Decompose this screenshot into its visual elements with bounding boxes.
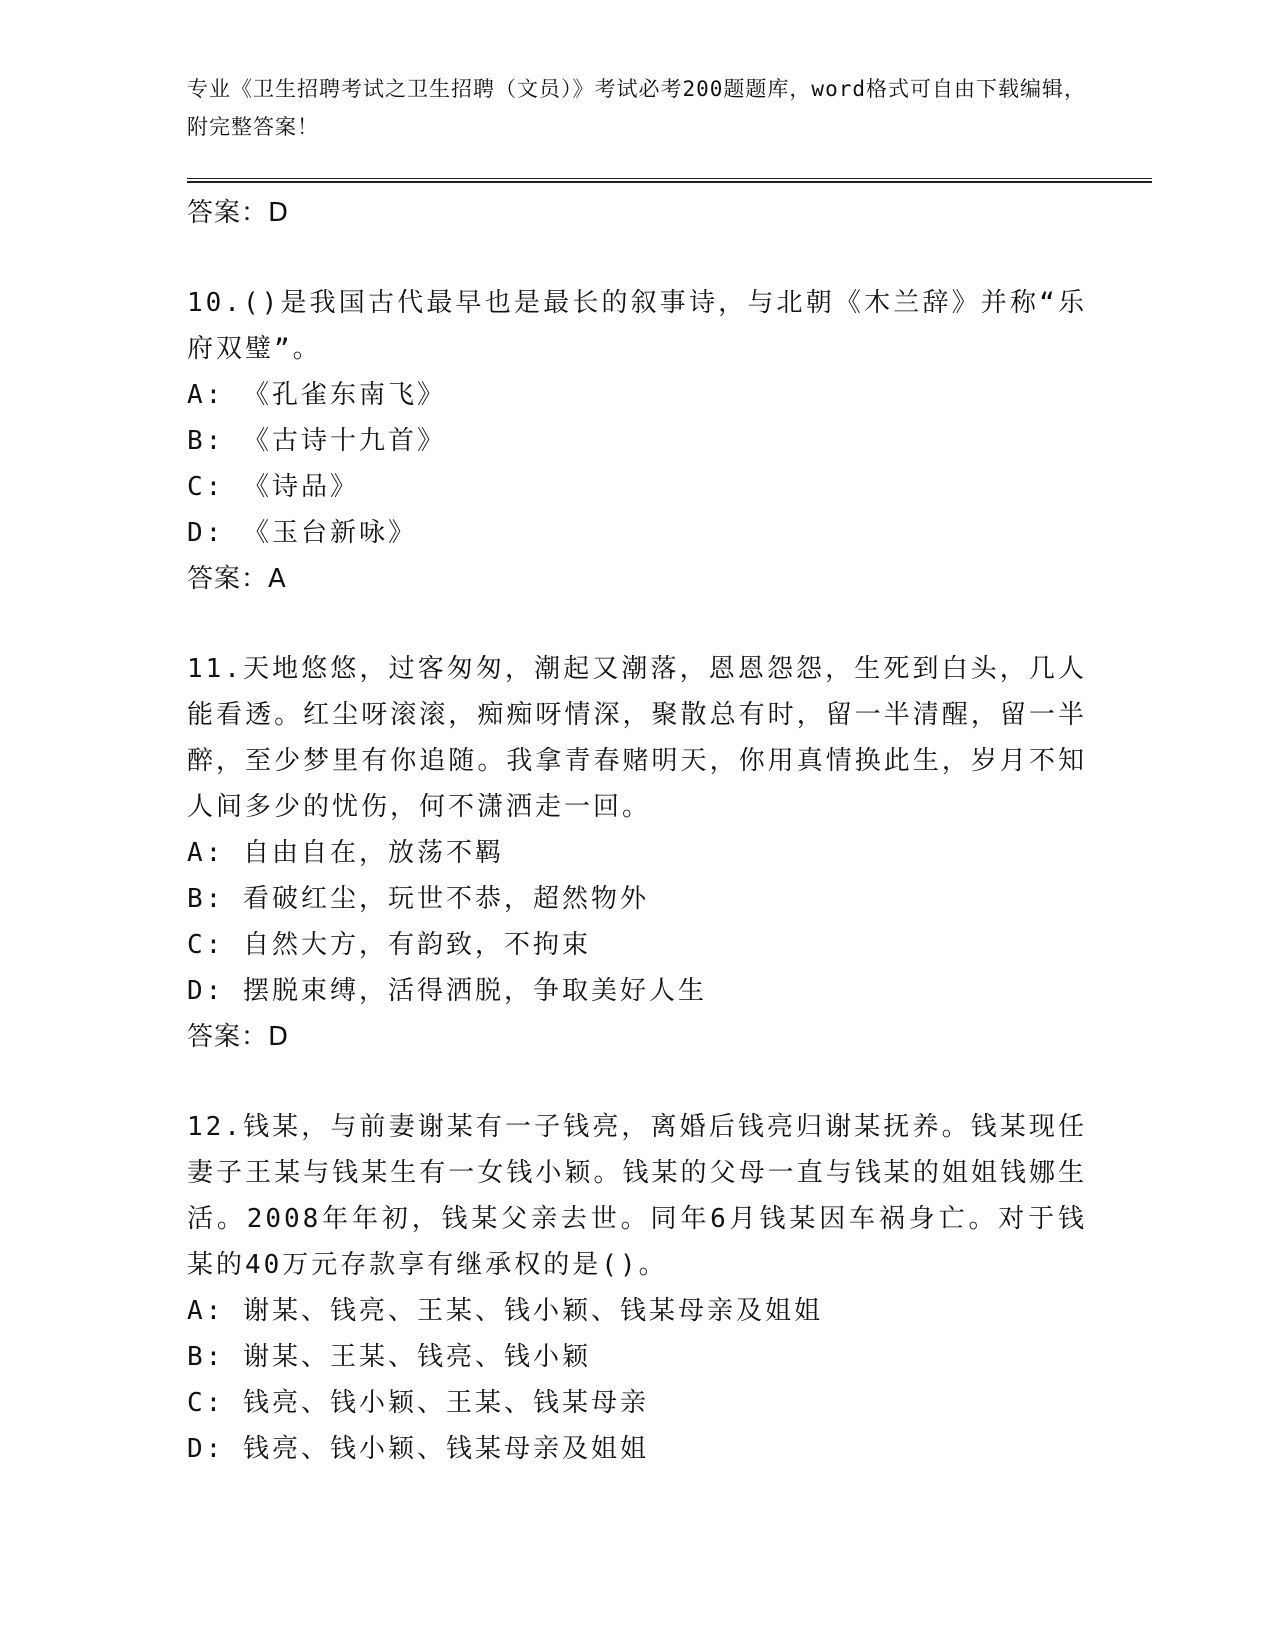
option-a: A: 谢某、钱亮、王某、钱小颖、钱某母亲及姐姐 <box>187 1296 823 1326</box>
previous-answer: 答案：D <box>187 198 290 228</box>
question-10 <box>187 280 1087 602</box>
page-header: 专业《卫生招聘考试之卫生招聘（文员）》考试必考200题题库，word格式可自由下载编辑，附完整答案！ <box>187 77 1086 139</box>
header-divider <box>187 178 1152 183</box>
option-c: C: 钱亮、钱小颖、王某、钱某母亲 <box>187 1388 649 1418</box>
question-stem: 10.()是我国古代最早也是最长的叙事诗，与北朝《木兰辞》并称“乐府双璧”。 <box>187 288 1087 364</box>
option-b: B: 《古诗十九首》 <box>187 426 446 456</box>
question-list <box>187 190 1087 1472</box>
question-11 <box>187 646 1087 1060</box>
option-d: D: 摆脱束缚，活得洒脱，争取美好人生 <box>187 976 707 1006</box>
question-answer: 答案：A <box>187 564 287 594</box>
option-a: A: 自由自在，放荡不羁 <box>187 838 504 868</box>
option-c: C: 《诗品》 <box>187 472 359 502</box>
option-d: D: 钱亮、钱小颖、钱某母亲及姐姐 <box>187 1434 649 1464</box>
question-stem: 12.钱某，与前妻谢某有一子钱亮，离婚后钱亮归谢某抚养。钱某现任妻子王某与钱某生有一女钱小颖。钱某的父母一直与钱某的姐姐钱娜生活。2008年年初，钱某父亲去世。同年6月钱某因车祸身亡。对于钱某的40万元存款享有继承权的是()。 <box>187 1112 1087 1280</box>
option-b: B: 看破红尘，玩世不恭，超然物外 <box>187 884 649 914</box>
option-b: B: 谢某、王某、钱亮、钱小颖 <box>187 1342 591 1372</box>
option-a: A: 《孔雀东南飞》 <box>187 380 446 410</box>
option-c: C: 自然大方，有韵致，不拘束 <box>187 930 591 960</box>
question-answer: 答案：D <box>187 1022 290 1052</box>
question-12 <box>187 1104 1087 1472</box>
question-stem: 11.天地悠悠，过客匆匆，潮起又潮落，恩恩怨怨，生死到白头，几人能看透。红尘呀滚滚，痴痴呀情深，聚散总有时，留一半清醒，留一半醉，至少梦里有你追随。我拿青春赌明天，你用真情换此生，岁月不知人间多少的忧伤，何不潇洒走一回。 <box>187 654 1087 822</box>
option-d: D: 《玉台新咏》 <box>187 518 417 548</box>
